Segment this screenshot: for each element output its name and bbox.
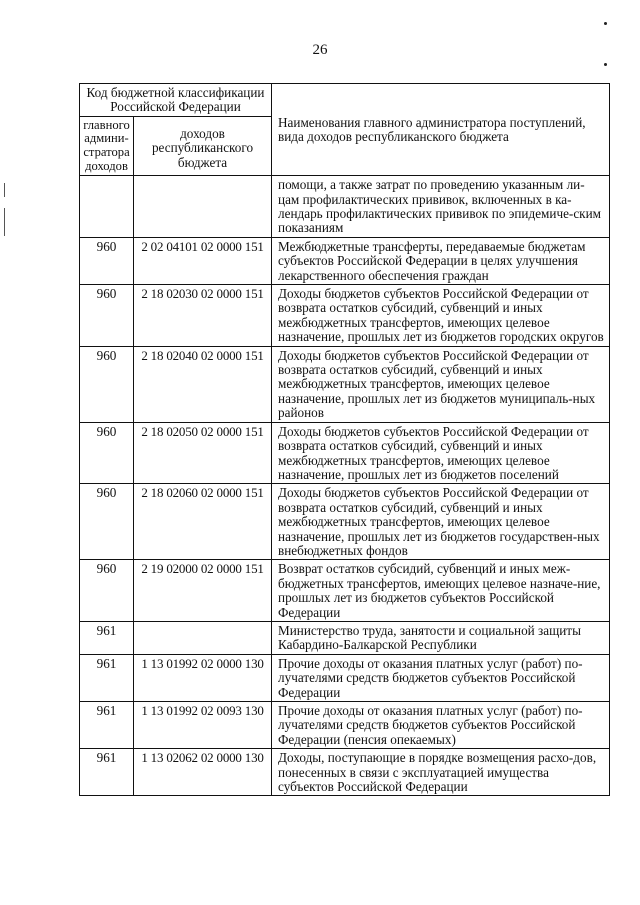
- revenue-code-cell: 2 18 02060 02 0000 151: [134, 484, 272, 560]
- table-row: [80, 237, 610, 284]
- admin-code-cell: 960: [80, 484, 134, 560]
- revenue-name-cell: Возврат остатков субсидий, субвенций и иных меж-бюджетных трансфертов, имеющих целевое назначе-ние, прошлых лет из бюджетов субъектов Российской Федерации: [272, 560, 610, 622]
- admin-code-cell: 960: [80, 560, 134, 622]
- revenue-name-cell: Доходы бюджетов субъектов Российской Федерации от возврата остатков субсидий, субвенций и иных межбюджетных трансфертов, имеющих целевое назначение, прошлых лет из бюджетов муниципаль-ных районов: [272, 346, 610, 422]
- revenue-name-cell: Министерство труда, занятости и социальной защиты Кабардино-Балкарской Республики: [272, 621, 610, 654]
- table-row: [80, 422, 610, 484]
- header-row: [80, 84, 610, 117]
- revenue-name-cell: Доходы бюджетов субъектов Российской Федерации от возврата остатков субсидий, субвенций и иных межбюджетных трансфертов, имеющих целевое назначение, прошлых лет из бюджетов городских округов: [272, 285, 610, 347]
- admin-code-cell: 960: [80, 237, 134, 284]
- revenue-name-cell: Прочие доходы от оказания платных услуг (работ) по-лучателями средств бюджетов субъектов Российской Федерации (пенсия опекаемых): [272, 702, 610, 749]
- table-row: [80, 560, 610, 622]
- revenue-name-cell: Доходы бюджетов субъектов Российской Федерации от возврата остатков субсидий, субвенций и иных межбюджетных трансфертов, имеющих целевое назначение, прошлых лет из бюджетов поселений: [272, 422, 610, 484]
- revenue-name-cell: Межбюджетные трансферты, передаваемые бюджетам субъектов Российской Федерации в целях улучшения лекарственного обеспечения граждан: [272, 237, 610, 284]
- admin-code-cell: [80, 176, 134, 238]
- admin-code-cell: 960: [80, 285, 134, 347]
- header-revenue-column: доходов республиканского бюджета: [134, 116, 272, 175]
- header-code-group: Код бюджетной классификации Российской Федерации: [80, 84, 272, 117]
- admin-code-cell: 961: [80, 654, 134, 701]
- admin-code-cell: 960: [80, 346, 134, 422]
- admin-code-cell: 961: [80, 702, 134, 749]
- admin-code-cell: 960: [80, 422, 134, 484]
- scan-speck-mark: [604, 63, 607, 66]
- header-name-column: Наименования главного администратора поступлений, вида доходов республиканского бюджета: [272, 84, 610, 176]
- admin-code-cell: 961: [80, 749, 134, 796]
- table-row: [80, 702, 610, 749]
- budget-classification-table: [79, 83, 610, 796]
- revenue-code-cell: 1 13 02062 02 0000 130: [134, 749, 272, 796]
- revenue-code-cell: 1 13 01992 02 0093 130: [134, 702, 272, 749]
- scan-margin-mark: [4, 183, 5, 197]
- table-row: [80, 654, 610, 701]
- table-row: [80, 176, 610, 238]
- scan-margin-mark: [4, 208, 5, 236]
- page-number: 26: [312, 42, 328, 58]
- table-row: [80, 749, 610, 796]
- revenue-name-cell: Прочие доходы от оказания платных услуг (работ) по-лучателями средств бюджетов субъектов Российской Федерации: [272, 654, 610, 701]
- header-admin-column: главного админи-стратора доходов: [80, 116, 134, 175]
- revenue-name-cell: Доходы, поступающие в порядке возмещения расхо-дов, понесенных в связи с эксплуатацией имущества субъектов Российской Федерации: [272, 749, 610, 796]
- revenue-code-cell: 1 13 01992 02 0000 130: [134, 654, 272, 701]
- revenue-name-cell: Доходы бюджетов субъектов Российской Федерации от возврата остатков субсидий, субвенций и иных межбюджетных трансфертов, имеющих целевое назначение, прошлых лет из бюджетов государствен-ных внебюджетных фондов: [272, 484, 610, 560]
- table-row: [80, 484, 610, 560]
- admin-code-cell: 961: [80, 621, 134, 654]
- scan-speck-mark: [604, 22, 607, 25]
- revenue-code-cell: 2 19 02000 02 0000 151: [134, 560, 272, 622]
- revenue-code-cell: 2 02 04101 02 0000 151: [134, 237, 272, 284]
- revenue-code-cell: 2 18 02040 02 0000 151: [134, 346, 272, 422]
- revenue-name-cell: помощи, а также затрат по проведению указанным ли-цам профилактических прививок, включенных в ка-лендарь профилактических прививок по эпидемиче-ским показаниям: [272, 176, 610, 238]
- table-row: [80, 285, 610, 347]
- table-row: [80, 346, 610, 422]
- revenue-code-cell: 2 18 02030 02 0000 151: [134, 285, 272, 347]
- revenue-code-cell: [134, 621, 272, 654]
- table-row: [80, 621, 610, 654]
- revenue-code-cell: [134, 176, 272, 238]
- revenue-code-cell: 2 18 02050 02 0000 151: [134, 422, 272, 484]
